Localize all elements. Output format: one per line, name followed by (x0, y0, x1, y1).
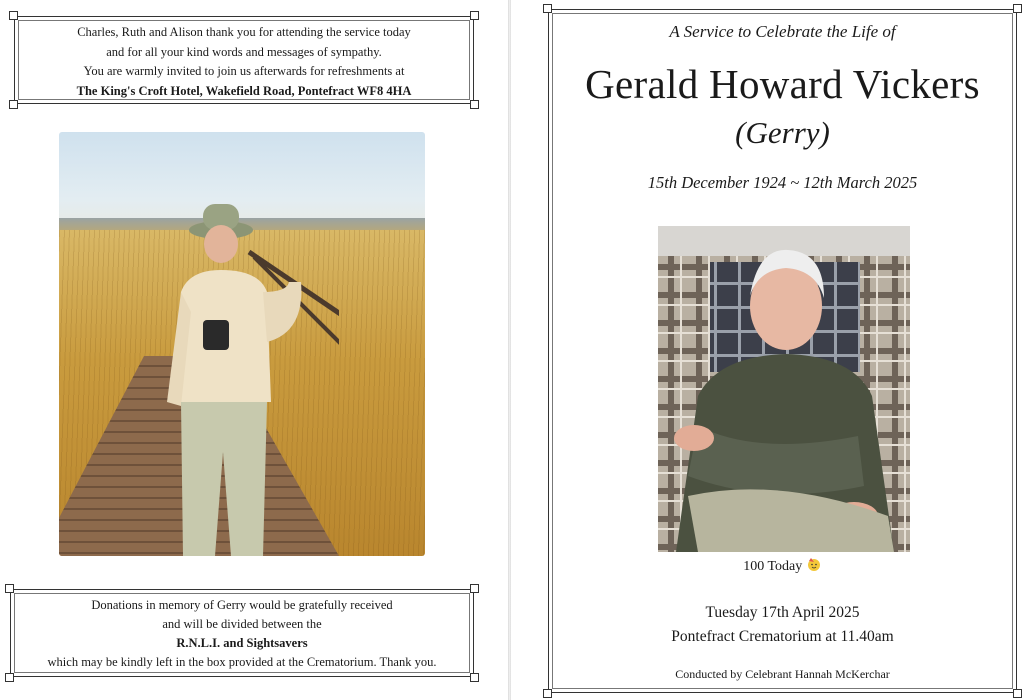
charity-names: R.N.L.I. and Sightsavers (176, 636, 308, 650)
nickname: (Gerry) (735, 115, 830, 150)
ornament-corner (543, 689, 552, 698)
ornament-corner (470, 673, 479, 682)
celebrant-credit: Conducted by Celebrant Hannah McKerchar (675, 667, 890, 681)
thanks-line: and for all your kind words and messages of sympathy. (106, 44, 382, 59)
ornament-corner (1013, 689, 1022, 698)
service-date: Tuesday 17th April 2025 (705, 604, 860, 621)
service-venue: Pontefract Crematorium at 11.40am (671, 628, 894, 645)
thanks-box (14, 16, 474, 104)
donation-line: Donations in memory of Gerry would be gratefully received (91, 598, 393, 612)
party-face-icon (806, 559, 822, 574)
life-dates: 15th December 1924 ~ 12th March 2025 (647, 173, 918, 192)
thanks-line: You are warmly invited to join us afterwards for refreshments at (83, 64, 405, 78)
left-page (0, 0, 508, 700)
caption-text: 100 Today (743, 559, 803, 574)
man-with-tripod-figure (159, 192, 339, 556)
boardwalk-photo (59, 132, 425, 556)
ornament-corner (5, 673, 14, 682)
photo-caption (548, 556, 1017, 575)
donation-box (10, 589, 474, 677)
thanks-line: Charles, Ruth and Alison thank you for attending the service today (77, 25, 411, 39)
donation-line: which may be kindly left in the box provided at the Crematorium. Thank you. (47, 655, 437, 669)
ornament-corner (470, 100, 479, 109)
service-heading: A Service to Celebrate the Life of (669, 22, 896, 41)
portrait-photo (658, 226, 910, 552)
donation-line: and will be divided between the (162, 617, 322, 631)
hotel-address: The King's Croft Hotel, Wakefield Road, Pontefract WF8 4HA (76, 83, 412, 98)
deceased-name: Gerald Howard Vickers (585, 61, 980, 107)
ornament-corner (543, 4, 552, 13)
ornament-corner (9, 100, 18, 109)
ornament-corner (1013, 4, 1022, 13)
